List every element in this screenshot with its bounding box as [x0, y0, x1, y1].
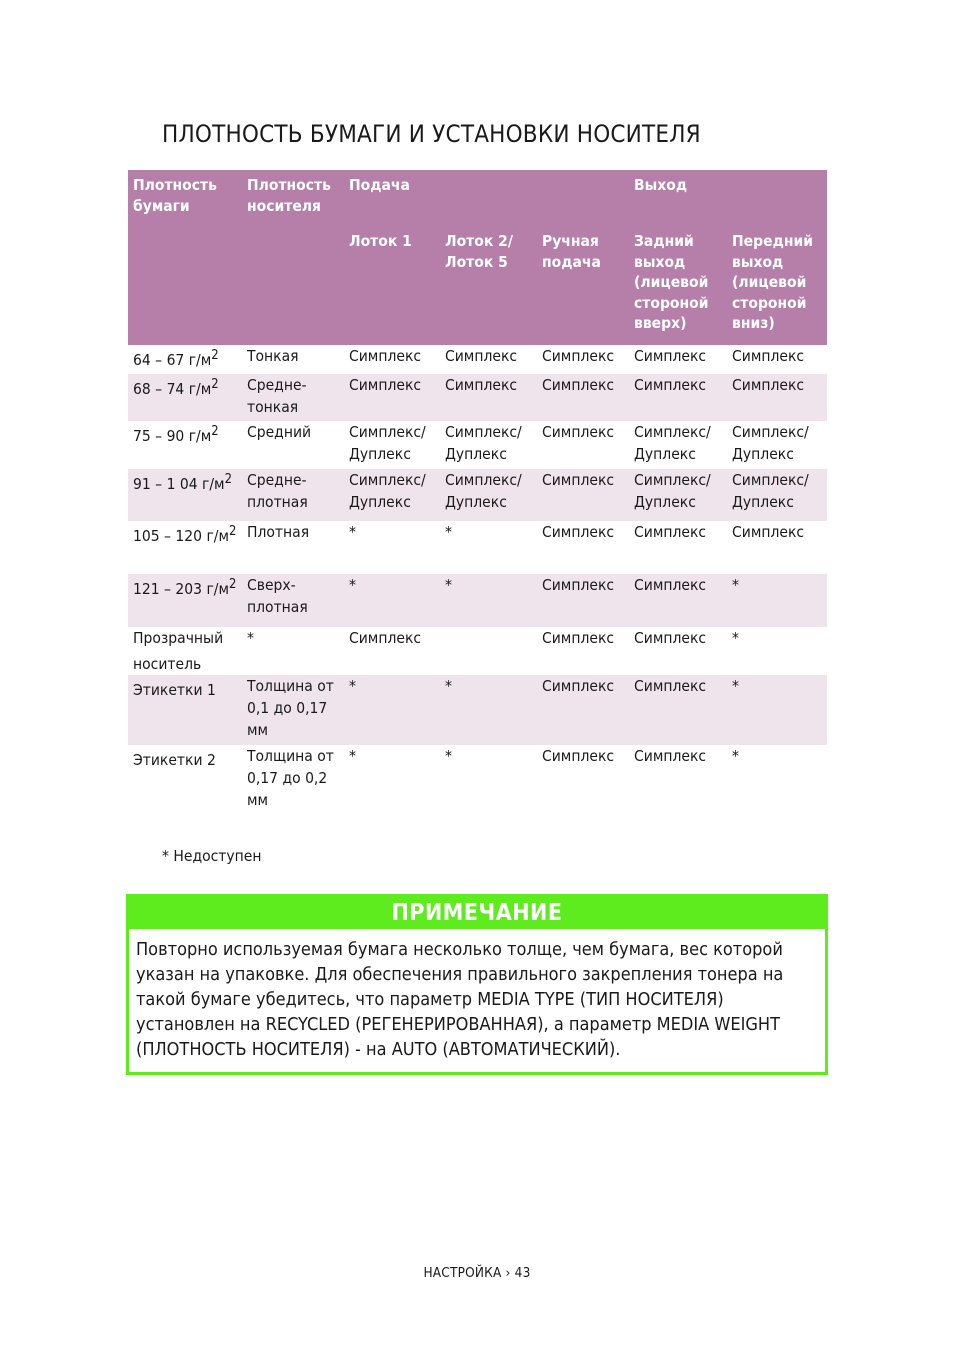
- cell-tray2: Симплекс: [440, 374, 537, 421]
- cell-media: Плотная: [247, 523, 310, 541]
- cell-media: Сверх-плотная: [242, 574, 344, 627]
- cell-front: *: [727, 675, 827, 745]
- cell-tray2: Симплекс/ Дуплекс: [440, 469, 537, 521]
- cell-manual: Симплекс: [537, 374, 629, 421]
- cell-front: Симплекс: [732, 523, 805, 541]
- header-output: Выход: [629, 170, 827, 227]
- table-row: [128, 675, 827, 745]
- table-header-row: [128, 170, 827, 227]
- header-tray1: Лоток 1: [344, 227, 440, 345]
- cell-rear: Симплекс: [634, 747, 707, 766]
- cell-weight: Прозрачный носитель: [133, 629, 224, 674]
- header-front-output: Передний выход (лицевой стороной вниз): [727, 227, 827, 345]
- table-row: [128, 574, 827, 627]
- cell-rear: Симплекс: [634, 629, 707, 647]
- cell-rear: Симплекс: [629, 675, 727, 745]
- cell-tray1: Симплекс: [349, 347, 422, 365]
- table-row: [128, 627, 827, 675]
- page-title: ПЛОТНОСТЬ БУМАГИ И УСТАНОВКИ НОСИТЕЛЯ: [162, 120, 701, 148]
- cell-tray1: *: [349, 523, 356, 541]
- note-box: [126, 894, 828, 1075]
- cell-tray2: Симплекс: [445, 347, 518, 365]
- page-footer: НАСТРОЙКА › 43: [423, 1265, 531, 1281]
- table-row: [128, 421, 827, 469]
- cell-manual: Симплекс: [537, 574, 629, 627]
- cell-tray1: *: [349, 747, 356, 766]
- header-tray2: Лоток 2/ Лоток 5: [440, 227, 537, 345]
- cell-media: *: [247, 629, 254, 647]
- cell-tray1: Симплекс/ Дуплекс: [344, 469, 440, 521]
- cell-tray2: *: [445, 747, 452, 766]
- header-paper-weight: Плотность бумаги: [128, 170, 242, 345]
- note-text: Повторно используемая бумага несколько толще, чем бумага, вес которой указан на упаковке. Для обеспечения правильного закрепления тонера на такой бумаге убедитесь, что параметр MEDIA TYPE (ТИП НОСИТЕЛЯ) установлен на RECYCLED (РЕГЕНЕРИРОВАННАЯ), а параметр MEDIA WEIGHT (ПЛОТНОСТЬ НОСИТЕЛЯ) - на AUTO (АВТОМАТИЧЕСКИЙ).: [136, 939, 784, 1060]
- cell-tray2: *: [440, 675, 537, 745]
- cell-rear: Симплекс: [629, 574, 727, 627]
- cell-weight: 68 – 74 $г/м^2$: [128, 374, 242, 421]
- cell-weight: Этикетки 1: [128, 675, 242, 745]
- cell-manual: Симплекс: [542, 629, 615, 647]
- cell-media: Толщина от 0,1 до 0,17 мм: [242, 675, 344, 745]
- cell-media: Средний: [247, 423, 312, 441]
- cell-tray1: *: [344, 574, 440, 627]
- cell-front: Симплекс/ Дуплекс: [732, 423, 809, 463]
- cell-manual: Симплекс: [542, 523, 615, 541]
- table-row: [128, 374, 827, 421]
- cell-rear: Симплекс: [634, 347, 707, 365]
- cell-weight: 105 – 120 $г/м^2$: [133, 524, 237, 546]
- media-weight-table: [128, 170, 827, 815]
- cell-manual: Симплекс: [542, 747, 615, 766]
- cell-tray2: [440, 627, 537, 675]
- cell-rear: Симплекс: [634, 523, 707, 541]
- header-manual-feed: Ручная подача: [537, 227, 629, 345]
- cell-manual: Симплекс: [542, 423, 615, 441]
- cell-front: *: [732, 629, 739, 647]
- cell-front: *: [727, 574, 827, 627]
- cell-front: Симплекс/ Дуплекс: [727, 469, 827, 521]
- cell-tray1: Симплекс: [344, 374, 440, 421]
- cell-media: Толщина от 0,17 до 0,2 мм: [247, 747, 334, 810]
- header-media-weight: Плотность носителя: [242, 170, 344, 345]
- header-feed: Подача: [344, 170, 629, 227]
- cell-weight: 91 – 1 04 $г/м^2$: [128, 469, 242, 521]
- cell-manual: Симплекс: [537, 469, 629, 521]
- cell-tray1: *: [344, 675, 440, 745]
- table-row: [128, 745, 827, 815]
- cell-weight: Этикетки 2: [133, 751, 216, 770]
- cell-rear: Симплекс: [629, 374, 727, 421]
- cell-media: Средне-тонкая: [242, 374, 344, 421]
- cell-tray1: Симплекс: [349, 629, 422, 647]
- cell-tray1: Симплекс/ Дуплекс: [349, 423, 426, 463]
- cell-weight: 75 – 90 $г/м^2$: [133, 424, 219, 446]
- cell-media: Тонкая: [247, 347, 299, 365]
- table-row: [128, 521, 827, 574]
- cell-weight: 121 – 203 $г/м^2$: [128, 574, 242, 627]
- cell-rear: Симплекс/ Дуплекс: [629, 469, 727, 521]
- table-row: [128, 469, 827, 521]
- cell-media: Средне-плотная: [242, 469, 344, 521]
- cell-front: *: [732, 747, 739, 766]
- cell-front: Симплекс: [727, 374, 827, 421]
- cell-manual: Симплекс: [537, 675, 629, 745]
- footnote: * Недоступен: [162, 847, 262, 865]
- cell-rear: Симплекс/ Дуплекс: [634, 423, 711, 463]
- cell-weight: 64 – 67 $г/м^2$: [133, 348, 219, 370]
- note-heading: ПРИМЕЧАНИЕ: [129, 897, 825, 929]
- header-rear-output: Задний выход (лицевой стороной вверх): [629, 227, 727, 345]
- cell-tray2: Симплекс/ Дуплекс: [445, 423, 522, 463]
- cell-tray2: *: [445, 523, 452, 541]
- table-row: [128, 345, 827, 374]
- cell-manual: Симплекс: [542, 347, 615, 365]
- cell-tray2: *: [440, 574, 537, 627]
- cell-front: Симплекс: [732, 347, 805, 365]
